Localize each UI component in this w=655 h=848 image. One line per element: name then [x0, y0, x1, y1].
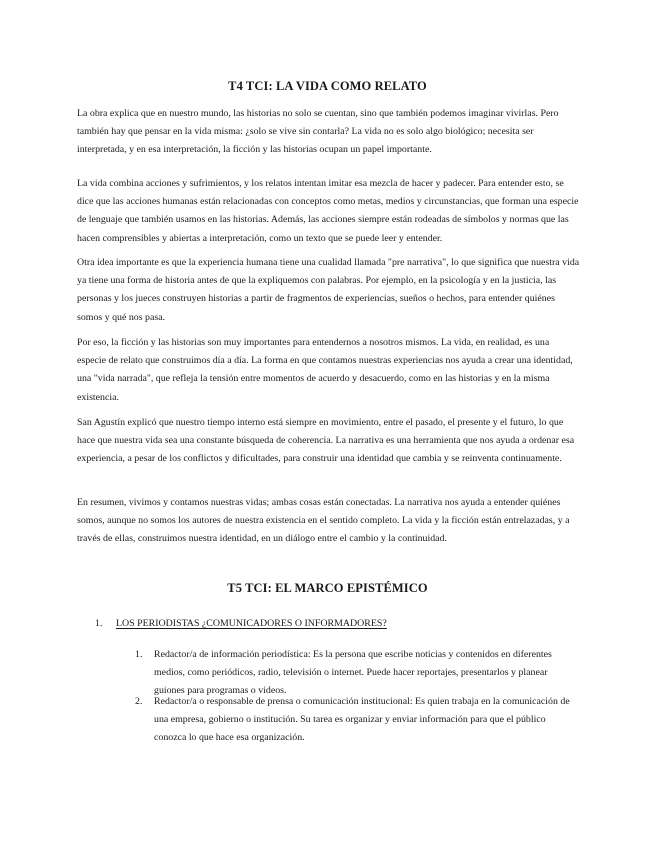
- paragraph: La obra explica que en nuestro mundo, las historias no solo se cuentan, sino que también podemos imaginar vivirlas. Pero también hay que pensar en la vida misma: ¿solo se vive sin contarla? La vida no es solo algo biológico; necesita ser interpretada, y en esa interpretación, la ficción y las historias ocupan un papel importante.: [77, 108, 559, 156]
- list-item-text: Redactor/a o responsable de prensa o comunicación institucional: Es quien trabaja en la comunicación de una empresa, gobierno o institución. Su tarea es organizar y enviar información para que el público conozca lo que hace esa organización.: [154, 696, 570, 744]
- section-title-t5: T5 TCI: EL MARCO EPISTÉMICO: [227, 581, 428, 595]
- section-title-t4: T4 TCI: LA VIDA COMO RELATO: [228, 79, 427, 93]
- list-heading: LOS PERIODISTAS ¿COMUNICADORES O INFORMADORES?: [116, 618, 387, 629]
- paragraph: Por eso, la ficción y las historias son muy importantes para entendernos a nosotros mismos. La vida, en realidad, es una especie de relato que construimos día a día. La forma en que contamos nuestras experiencias nos ayuda a crear una identidad, una "vida narrada", que refleja la tensión entre momentos de acuerdo y desacuerdo, como en las historias y en la misma existencia.: [77, 337, 573, 403]
- paragraph: San Agustín explicó que nuestro tiempo interno está siempre en movimiento, entre el pasado, el presente y el futuro, lo que hace que nuestra vida sea una constante búsqueda de coherencia. La narrativa es una herramienta que nos ayuda a ordenar esa experiencia, a pesar de los conflictos y dificultades, para construir una identidad que cambia y se reinventa continuamente.: [77, 417, 575, 465]
- list-item-number: 1.: [135, 649, 143, 660]
- paragraph: La vida combina acciones y sufrimientos, y los relatos intentan imitar esa mezcla de hacer y padecer. Para entender esto, se dice que las acciones humanas están relacionadas con conceptos como metas, medios y circunstancias, que forman una especie de lenguaje que también usamos en las historias. Además, las acciones siempre están rodeadas de símbolos y normas que las hacen comprensibles y abiertas a interpretación, como un texto que se puede leer y entender.: [77, 178, 579, 244]
- list-item-text: Redactor/a de información periodística: Es la persona que escribe noticias y contenidos en diferentes medios, como periódicos, radio, televisión o internet. Puede hacer reportajes, presentarlos y planear guiones para programas o videos.: [154, 649, 552, 697]
- paragraph: En resumen, vivimos y contamos nuestras vidas; ambas cosas están conectadas. La narrativa nos ayuda a entender quiénes somos, aunque no somos los autores de nuestra existencia en el sentido completo. La vida y la ficción están entrelazadas, y a través de ellas, construimos nuestra identidad, en un diálogo entre el cambio y la continuidad.: [77, 497, 570, 545]
- list-number: 1.: [95, 618, 103, 629]
- paragraph: Otra idea importante es que la experiencia humana tiene una cualidad llamada "pre narrativa", lo que significa que nuestra vida ya tiene una forma de historia antes de que la expliquemos con palabras. Por ejemplo, en la psicología y en la justicia, las personas y los jueces construyen historias a partir de fragmentos de experiencias, sueños o hechos, para entender quiénes somos y qué nos pasa.: [77, 257, 580, 323]
- list-item-number: 2.: [135, 696, 143, 707]
